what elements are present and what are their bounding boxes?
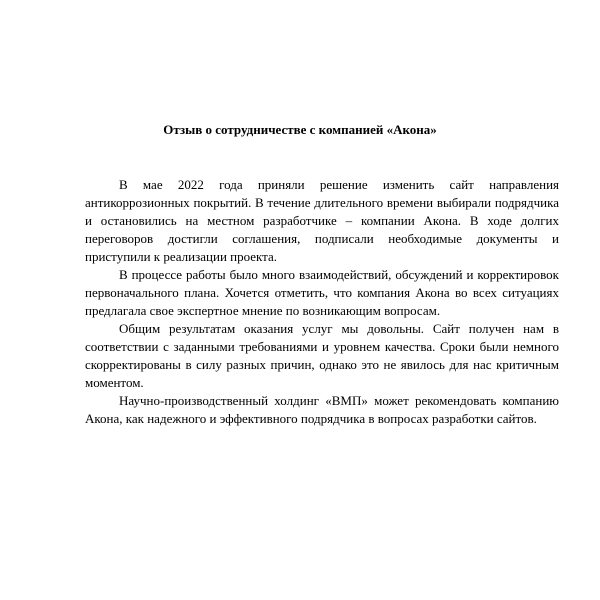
paragraph-4: Научно-производственный холдинг «ВМП» может рекомендовать компанию Акона, как надежного и эффективного подрядчика в вопросах разработки сайтов. — [85, 393, 559, 426]
document-title: Отзыв о сотрудничестве с компанией «Акона» — [163, 122, 437, 137]
document-body — [85, 176, 559, 428]
paragraph-3: Общим результатам оказания услуг мы довольны. Сайт получен нам в соответствии с заданными требованиями и уровнем качества. Сроки были немного скорректированы в силу разных причин, однако это не явилось для нас критичным моментом. — [85, 321, 559, 390]
paragraph-1: В мае 2022 года приняли решение изменить сайт направления антикоррозионных покрытий. В течение длительного времени выбирали подрядчика и остановились на местном разработчике – компании Акона. В ходе долгих переговоров достигли соглашения, подписали необходимые документы и приступили к реализации проекта. — [85, 177, 559, 264]
paragraph-2: В процессе работы было много взаимодействий, обсуждений и корректировок первоначального плана. Хочется отметить, что компания Акона во всех ситуациях предлагала свое экспертное мнение по возникающим вопросам. — [85, 267, 559, 318]
